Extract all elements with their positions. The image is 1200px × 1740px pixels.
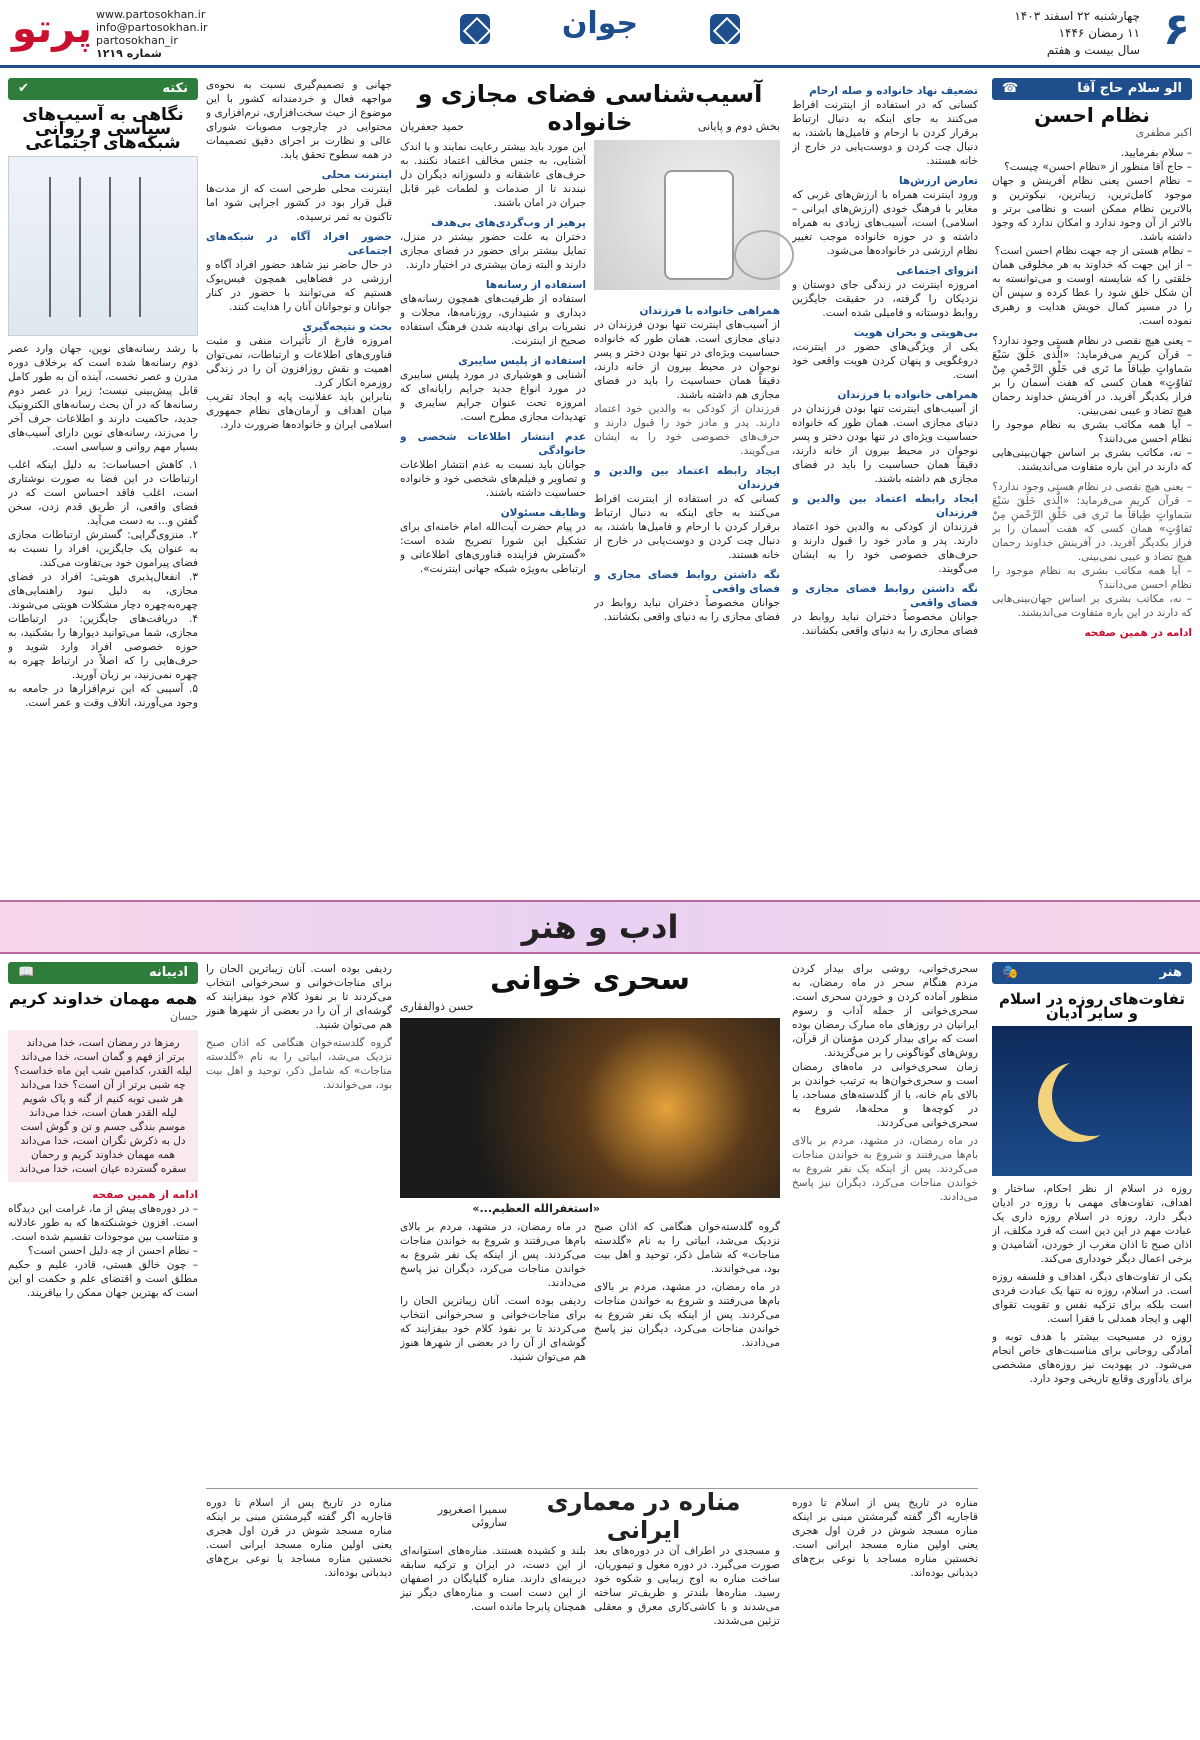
phone-photo: [594, 140, 780, 290]
crescent-moon-icon: [1052, 1056, 1132, 1136]
policy-column: [206, 78, 392, 888]
social-handle[interactable]: partosokhan_ir: [96, 34, 178, 47]
paragraph: در پیام حضرت آیت‌الله امام خامنه‌ای برای تشکیل این شورا تصریح شده است: «گسترش فزاینده فناوری‌های اطلاعاتی و ارتباطی به‌ویژه شبکه جهانی اینترنت».: [400, 521, 586, 575]
paragraph: ردیفی بوده است. آنان زیباترین الحان را برای مناجات‌خوانی و سحرخوانی انتخاب می‌کردند تا بر نفوذ کلام خود بیفزایند که گوشه‌ای از آن را در بعضی از شهرها هنوز هم می‌توان شنید.: [206, 963, 392, 1031]
year-label: سال بیست و هفتم: [1046, 43, 1140, 57]
column-header-label: هنر: [1159, 965, 1182, 980]
subheading: عدم انتشار اطلاعات شخصی و خانوادگی: [400, 431, 586, 457]
headline: مناره در معماری ایرانی: [546, 1488, 741, 1544]
article-body: – یعنی هیچ نقصی در نظام هستی وجود ندارد؟ – قرآن کریم می‌فرماید: «الَّذی خَلَقَ سَبْعَ سَماواتٍ طِباقاً ما تَری فی خَلْقِ الرَّحْمنِ مِنْ تَفاوُتٍ» همان کسی که هفت آسمان را بر فراز یکدیگر آفرید. در آفرینش خداوند رحمان هیچ تضاد و عیبی نمی‌بینی. – آیا همه مکاتب بشری به نظام موجود را نظام احسن می‌دانند؟ – نه، مکاتب بشری بر اساس جهان‌بینی‌هایی که دارند در این باره متفاوت می‌اندیشند.: [992, 335, 1192, 473]
paragraph: از آسیب‌های اینترنت تنها بودن فرزندان در دنیای مجازی است. همان طور که خانواده حساسیت ویژه‌ای در تنها بودن دختر و پسر نوجوان در محیط بیرون از خانه دارند، دقیقاً همان حساسیت را باید در فضای مجازی هم داشته باشند.: [594, 319, 780, 401]
birdcage-illustration: [8, 156, 198, 336]
article-body-repeat: – یعنی هیچ نقصی در نظام هستی وجود ندارد؟ – قرآن کریم می‌فرماید: «الَّذی خَلَقَ سَبْعَ سَماواتٍ طِباقاً ما تَری فی خَلْقِ الرَّحْمنِ مِنْ تَفاوُتٍ» همان کسی که هفت آسمان را بر فراز یکدیگر آفرید. در آفرینش خداوند رحمان هیچ تضاد و عیبی نمی‌بینی. – آیا همه مکاتب بشری به نظام موجود را نظام احسن می‌دانند؟ – نه، مکاتب بشری بر اساس جهان‌بینی‌هایی که دارند در این باره متفاوت می‌اندیشند.: [992, 481, 1192, 619]
paragraph: ورود اینترنت همراه با ارزش‌های غربی که مغایر با فرهنگ خودی (ارزش‌های ایرانی – اسلامی) است، آسیب‌های زیادی به همراه داشته و در حوزه خانواده موجب تغییر نظام ارزشی در خانواده‌ها می‌شود.: [792, 189, 978, 257]
cage-bar: [109, 177, 111, 317]
minaret-column-c: [400, 1544, 586, 1732]
headline-meta: [400, 120, 780, 133]
paragraph: یکی از ویژگی‌های حضور در اینترنت، دروغگویی و پنهان کردن هویت واقعی خود است.: [792, 341, 978, 381]
cage-bar: [79, 177, 81, 317]
list: ۱. کاهش احساسات: به دلیل اینکه اغلب ارتباطات در این فضا به صورت نوشتاری است، اغلب فاقد احساس است که در فضای واقعی، از طریق قدم زدن، سخن گفتن و... به دست می‌آید. ۲. منزوی‌گرایی: گسترش ارتباطات مجازی به عنوان یک جایگزین، افراد را نسبت به فضای پیرامون خود بی‌تفاوت می‌کند. ۳. انفعال‌پذیری هویتی: افراد در فضای مجازی، به دلیل نبود راهنمایی‌های چهره‌به‌چهره دچار مشکلات هویتی می‌شوند. ۴. دریافت‌های جایگزین: در ارتباطات مجازی، شما می‌توانید دیوارها را بشکنید، به حوزه خصوصی افراد وارد شوید و حرف‌هایی را که اصلاً در ارتباط چهره به چهره نمی‌زنید، بر زبان آورید. ۵. آسیبی که این نرم‌افزارها در جامعه به وجود می‌آورند، اتلاف وقت و عمر است.: [8, 459, 198, 709]
paragraph: جوانان باید نسبت به عدم انتشار اطلاعات و تصاویر و فیلم‌های شخصی خود و خانواده حساسیت داشته باشند.: [400, 459, 586, 499]
banner-title: ادب و هنر: [521, 908, 679, 946]
paragraph: یکی از تفاوت‌های دیگر، اهداف و فلسفه روزه است. در اسلام، روزه نه تنها یک عبادت فردی است بلکه برای تزکیه نفس و تقویت تقوای الهی و ایجاد همدلی با فقرا است.: [992, 1271, 1192, 1325]
subheading: بحث و نتیجه‌گیری: [302, 321, 392, 333]
paragraph: دختران به علت حضور بیشتر در منزل، تمایل بیشتر برای حضور در فضای مجازی دارند و البته زمان بیشتری در اختیار دارند.: [400, 231, 586, 271]
earphone-cord-icon: [734, 230, 794, 280]
subheading: بی‌هویتی و بحران هویت: [853, 327, 978, 339]
art-column: [992, 962, 1192, 1732]
paragraph: در ماه رمضان، در مشهد، مردم بر بالای بام‌ها می‌رفتند و شروع به خواندن مناجات می‌کردند. پس از اینکه یک نفر شروع به خواندن مناجات می‌کرد، دیگران نیز پاسخ می‌دادند.: [400, 1221, 586, 1289]
continued-link[interactable]: ادامه در همین صفحه: [1084, 627, 1192, 639]
sahari-intro-column: [792, 962, 978, 1482]
paragraph: در حال حاضر نیز شاهد حضور افراد آگاه و ارزشی در فضاهایی همچون فیس‌بوک هستیم که می‌توانند با حضور در کنار جوانان و نوجوانان آنان را هدایت کنند.: [206, 259, 392, 313]
paragraph: آشنایی و هوشیاری در مورد پلیس سایبری در مورد انواع جدید جرایم رایانه‌ای که امروزه تحت عنوان جرایم سایبری و تهدیدات مجازی مطرح است.: [400, 369, 586, 423]
column-header: [992, 962, 1192, 984]
column-header: [992, 78, 1192, 100]
subheading: استفاده از رسانه‌ها: [485, 279, 586, 291]
column-header-label: نکته: [162, 81, 188, 96]
paragraph: ردیفی بوده است. آنان زیباترین الحان را برای مناجات‌خوانی و سحرخوانی انتخاب می‌کردند تا بر نفوذ کلام خود بیفزایند که گوشه‌ای از آن را در بعضی از شهرها هنوز هم می‌توان شنید.: [400, 1295, 586, 1363]
theater-mask-icon: 🎭: [1002, 965, 1019, 980]
minaret-column-a: [792, 1496, 978, 1732]
subheading: انزوای اجتماعی: [896, 265, 978, 277]
book-icon: 📖: [18, 965, 35, 980]
paragraph: جهانی و تصمیم‌گیری نسبت به نحوه‌ی مواجهه فعال و خردمندانه کشور با این موضوع از حیث سخت‌افزاری، نرم‌افزاری و محتوایی در چارچوب مصوبات شورای عالی و نظارت بر اجرای دقیق تصمیمات در همه سطوح تحقق یابد.: [206, 79, 392, 161]
paragraph: و مسجدی در اطراف آن در دوره‌های بعد صورت می‌گیرد. در دوره مغول و تیموریان، ساخت مناره به اوج زیبایی و شکوه خود رسید. مناره‌ها بلندتر و ظریف‌تر ساخته می‌شدند و با کاشی‌کاری معرق و معقلی تزئین می‌شدند.: [594, 1545, 780, 1627]
cage-bar: [49, 177, 51, 317]
paragraph: گروه گلدسته‌خوان هنگامی که اذان صبح نزدیک می‌شد، ابیاتی را به نام «گلدسته مناجات» که شامل ذکر، توحید و اهل بیت بود، می‌خواندند.: [206, 1037, 392, 1091]
series-part: بخش دوم و پایانی: [697, 120, 780, 133]
paragraph: مناره در تاریخ پس از اسلام تا دوره قاجاریه اگر گفته گیرمشتن مبنی بر اینکه مناره مسجد شوش در قرن اول هجری یعنی اولین مناره مسجد ایرانی است. نخستین مناره مساجد یا نوعی برج‌های دیدبانی بوده‌اند.: [206, 1497, 392, 1579]
paragraph: بنابراین باید عقلانیت پایه و ایجاد تقریب میان اهداف و آرمان‌های نظام جمهوری اسلامی ایران و خانواده‌ها ضرورت دارد.: [206, 391, 392, 431]
paragraph: روزه در مسیحیت بیشتر با هدف توبه و آمادگی روحانی برای مناسبت‌های خاص انجام می‌شود. در یهودیت نیز روزه‌های مشخصی برای یادآوری وقایع تاریخی وجود دارد.: [992, 1331, 1192, 1385]
subheading: همراهی خانواده با فرزندان: [639, 305, 780, 317]
contact-info: [96, 8, 208, 60]
ornament-icon: [710, 14, 740, 44]
subheading: تضعیف نهاد خانواده و صله ارحام: [809, 85, 978, 97]
subheading: پرهیز از وب‌گردی‌های بی‌هدف: [431, 217, 586, 229]
paragraph: فرزندان از کودکی به والدین خود اعتماد دارند. پدر و مادر خود را قبول دارند و حرف‌های خصوصی خود را به ایشان می‌گویند.: [594, 403, 780, 457]
issue-dates: [1014, 8, 1140, 59]
date-hijri: ۱۱ رمضان ۱۴۴۶: [1058, 26, 1140, 40]
cage-bar: [139, 177, 141, 317]
continued-label: ادامه از همین صفحه: [92, 1189, 198, 1201]
paragraph: فرزندان از کودکی به والدین خود اعتماد دارند. پدر و مادر خود را قبول دارند و حرف‌های خصوصی خود را به ایشان می‌گویند.: [792, 521, 978, 575]
subheading: تعارض ارزش‌ها: [898, 175, 978, 187]
paragraph: امروزه اینترنت در زندگی جای دوستان و نزدیکان را گرفته، در حقیقت جایگزین روابط دوستانه و فامیلی شده است.: [792, 279, 978, 319]
phone-icon: ☎: [1002, 81, 1019, 96]
cyberspace-column-b: [594, 298, 780, 888]
sahari-column-b: [400, 1220, 586, 1482]
paragraph: کسانی که در استفاده از اینترنت افراط می‌کنند به جای اینکه به دنبال ارتباط برقرار کردن با ارحام و فامیل‌ها باشند، به دنبال چت کردن و دوست‌یابی در خارج از خانه هستند.: [792, 99, 978, 167]
issue-number: شماره ۱۲۱۹: [96, 47, 162, 60]
column-header-label: الو سلام حاج آقا: [1077, 81, 1182, 96]
paragraph: – در دوره‌های پیش از ما، غرامت این دیدگاه است. افزون خوشنکته‌ها که به طور عادلانه و متناسب بین موجودات تقسیم شده است. – نظام احسن از چه دلیل احسن است؟ – چون خالق هستی، قادر، علیم و حکیم مطلق است و اقتضای علم و حکمت او این است که بهترین جهان ممکن را بیافریند.: [8, 1203, 198, 1299]
website-link[interactable]: www.partosokhan.ir: [96, 8, 206, 21]
subheading: ایجاد رابطه اعتماد بین والدین و فرزندان: [594, 465, 780, 491]
literary-column: [8, 962, 198, 1732]
paragraph: در ماه رمضان، در مشهد، مردم بر بالای بام‌ها می‌رفتند و شروع به خواندن مناجات می‌کردند. پس از اینکه یک نفر شروع به خواندن مناجات می‌کرد، دیگران نیز پاسخ می‌دادند.: [594, 1281, 780, 1349]
headline: سحری خوانی: [489, 962, 691, 997]
column-header: [8, 78, 198, 100]
poem-title: همه مهمان خداوند کریم: [8, 989, 198, 1008]
paragraph: این مورد باید بیشتر رعایت نمایند و با اندک آشنایی، به جنس مخالف اعتماد نکنند. به حرف‌های عاشقانه و دلسوزانه دیگران دل نبندند تا از صدمات و لطمات غیر قابل جبران در امان باشند.: [400, 141, 586, 209]
right-column: [992, 78, 1192, 888]
paragraph: بلند و کشیده هستند. مناره‌های استوانه‌ای از این دست، در ایران و ترکیه سابقه دیرینه‌ای دارند. مناره گلپایگان در اصفهان از این دست است و مناره‌های دیگر نیز همچنان پابرجا مانده است.: [400, 1545, 586, 1613]
subheading: حضور افراد آگاه در شبکه‌های اجتماعی: [206, 231, 392, 257]
left-column: [8, 78, 198, 888]
article-title: نظام احسن: [1034, 103, 1150, 127]
paragraph: امروزه فارغ از تأثیرات منفی و مثبت فناوری‌های اطلاعات و ارتباطات، نمی‌توان اهمیت و نقش روزافزون آن را در زندگی روزمره انکار کرد.: [206, 335, 392, 389]
family-column: [792, 78, 978, 888]
paragraph: از آسیب‌های اینترنت تنها بودن فرزندان در دنیای مجازی است. همان طور که خانواده حساسیت ویژه‌ای در تنها بودن دختر و پسر نوجوان در محیط بیرون از خانه دارند، دقیقاً همان حساسیت را باید در فضای مجازی هم داشته باشند.: [792, 403, 978, 485]
paragraph: گروه گلدسته‌خوان هنگامی که اذان صبح نزدیک می‌شد، ابیاتی را به نام «گلدسته مناجات» که شامل ذکر، توحید و اهل بیت بود، می‌خواندند.: [594, 1221, 780, 1275]
ornament-icon: [460, 14, 490, 44]
photo-caption: «استغفرالله العظیم...»: [472, 1202, 600, 1215]
cyberspace-column: [400, 140, 586, 890]
paragraph: استفاده از ظرفیت‌های همچون رسانه‌های دیداری و شنیداری، روزنامه‌ها، مجلات و نشریات برای نهادینه شدن فرهنگ استفاده صحیح از اینترنت.: [400, 293, 586, 347]
paragraph: سحری‌خوانی، روشی برای بیدار کردن مردم هنگام سحر در ماه رمضان، به منظور آماده کردن و خوردن سحری است. سحری‌خوانی از جمله آداب و رسوم ایرانیان در روزهای ماه مبارک رمضان بوده است که برای بیدار کردن مؤمنان از قرآن، روش‌های گوناگونی را بر می‌گزیدند. زمان سحری‌خوانی در ماه‌های رمضان است و سحری‌خوان‌ها به ترتیب خواندن بر بالای بام خانه، یا از گلدسته‌های مساجد، یا در کوچه‌ها و محله‌ها، شروع به سحری‌خوانی می‌کردند.: [792, 963, 978, 1129]
subheading: اینترنت محلی: [321, 169, 392, 181]
article-title: نگاهی به آسیب‌های سیاسی و روانی شبکه‌های اجتماعی: [22, 105, 184, 153]
paragraph: جوانان مخصوصاً دختران نباید روابط در فضای مجازی را به دنیای واقعی بکشانند.: [594, 597, 780, 623]
subheading: نگه داشتن روابط فضای مجازی و فضای واقعی: [792, 583, 978, 609]
paragraph: مناره در تاریخ پس از اسلام تا دوره قاجاریه اگر گفته گیرمشتن مبنی بر اینکه مناره مسجد شوش در قرن اول هجری یعنی اولین مناره مسجد ایرانی است. نخستین مناره مساجد یا نوعی برج‌های دیدبانی بوده‌اند.: [792, 1497, 978, 1579]
crescent-moon-illustration: [992, 1026, 1192, 1176]
column-header: [8, 962, 198, 984]
subheading: همراهی خانواده با فرزندان: [837, 389, 978, 401]
paragraph: جوانان مخصوصاً دختران نباید روابط در فضای مجازی را به دنیای واقعی بکشانند.: [792, 611, 978, 637]
author: سمیرا اصغرپور ساروئی: [437, 1503, 508, 1529]
article-intro: – سلام بفرمایید. – حاج آقا منظور از «نظام احسن» چیست؟ – نظام احسن یعنی نظام آفرینش و جهان موجود کامل‌ترین، زیباترین، نیکوترین و بالاترین نظام ممکن است و نظامی برتر و بالاتر از آن وجود ندارد و امکان ندارد که وجود داشته باشد. – نظام هستی از چه جهت نظام احسن است؟ – از این جهت که خداوند به هر مخلوقی همان خلقتی را که شایسته اوست و می‌توانسته به آن شکل خلق شود را عطا کرده و سپس آن را در مسیر کمال خویش هدایت و رهبری نموده است.: [992, 147, 1192, 327]
author: حمید جعفریان: [400, 120, 464, 133]
subheading: نگه داشتن روابط فضای مجازی و فضای واقعی: [594, 569, 780, 595]
smartphone-icon: [664, 170, 734, 280]
paragraph: اینترنت محلی طرحی است که از مدت‌ها قبل قرار بود در کشور اجرایی شود اما تاکنون به ثمر نرسیده.: [206, 183, 392, 223]
author: اکبر مظفری: [1135, 126, 1192, 139]
poet: حسان: [169, 1010, 198, 1023]
minaret-column-b: [594, 1544, 780, 1732]
brand-logo: پرتو: [12, 6, 92, 52]
page-number: ۶: [1163, 4, 1190, 55]
masthead: [0, 0, 1200, 68]
section-title: جوان: [561, 6, 639, 41]
email-link[interactable]: info@partosokhan.ir: [96, 21, 208, 34]
subheading: ایجاد رابطه اعتماد بین والدین و فرزندان: [792, 493, 978, 519]
minaret-headline-area: [400, 1488, 780, 1544]
paragraph: با رشد رسانه‌های نوین، جهان وارد عصر دوم رسانه‌ها شده است که برخلاف دوره مدرن و عصر نخست، آینده آن به طور کامل قابل پیش‌بینی نیست؛ زیرا در عصر دوم رسانه‌ها که در آن بحث رسانه‌های الکترونیک جدید، حاکمیت دارند و اطلاعات حرف آخر را می‌زند، رسانه‌های نوین دارای آسیب‌های بسیار مهم روانی و سیاسی است.: [8, 343, 198, 453]
sahari-column-a: [594, 1220, 780, 1482]
subheading: استفاده از پلیس سایبری: [458, 355, 586, 367]
article-title: تفاوت‌های روزه در اسلام و سایر ادیان: [999, 990, 1185, 1022]
column-header-label: ادیبانه: [149, 965, 188, 980]
paragraph: روزه در اسلام از نظر احکام، ساختار و اهداف، تفاوت‌های مهمی با روزه در ادیان دیگر دارد. روزه در اسلام روزه داری یک عبادت مهم در این دین است که فرد مکلف، از اذان صبح تا اذان مغرب از خوردن، آشامیدن و برخی اعمال دیگر خودداری می‌کند.: [992, 1183, 1192, 1265]
headline: آسیب‌شناسی فضای مجازی و خانواده: [417, 80, 763, 136]
paragraph: در ماه رمضان، در مشهد، مردم بر بالای بام‌ها می‌رفتند و شروع به خواندن مناجات می‌کردند. پس از اینکه یک نفر شروع به خواندن مناجات می‌کرد، دیگران نیز پاسخ می‌دادند.: [792, 1135, 978, 1203]
sahari-author: حسن ذوالفقاری: [400, 1000, 474, 1013]
subheading: وظایف مسئولان: [500, 507, 586, 519]
lower-section-banner: [0, 900, 1200, 954]
lantern-photo: [400, 1018, 780, 1198]
sahari-column-c: [206, 962, 392, 1482]
poem-text: رمزها در رمضان است، خدا می‌داند برتر از فهم و گمان است، خدا می‌داند لیله القدر، کدامین شب این ماه خداست؟ چه شبی برتر از آن است؟ خدا می‌داند هر شبی توبه کنیم از گنه و پاک شویم لیله القدر همان است، خدا می‌داند موسم بندگی جسم و تن و گوش است دل به ذکرش نگران است، خدا می‌داند همه مهمان خداوند کریم و رحمان سفره گسترده عیان است، خدا می‌داند: [8, 1030, 198, 1182]
date-persian: چهارشنبه ۲۲ اسفند ۱۴۰۳: [1014, 9, 1140, 23]
paragraph: کسانی که در استفاده از اینترنت افراط می‌کنند به جای اینکه به دنبال ارتباط برقرار کردن با ارحام و فامیل‌ها باشند، به دنبال چت کردن و دوست‌یابی در خارج از خانه هستند.: [594, 493, 780, 561]
minaret-column-d: [206, 1496, 392, 1732]
check-icon: ✔: [18, 81, 29, 96]
